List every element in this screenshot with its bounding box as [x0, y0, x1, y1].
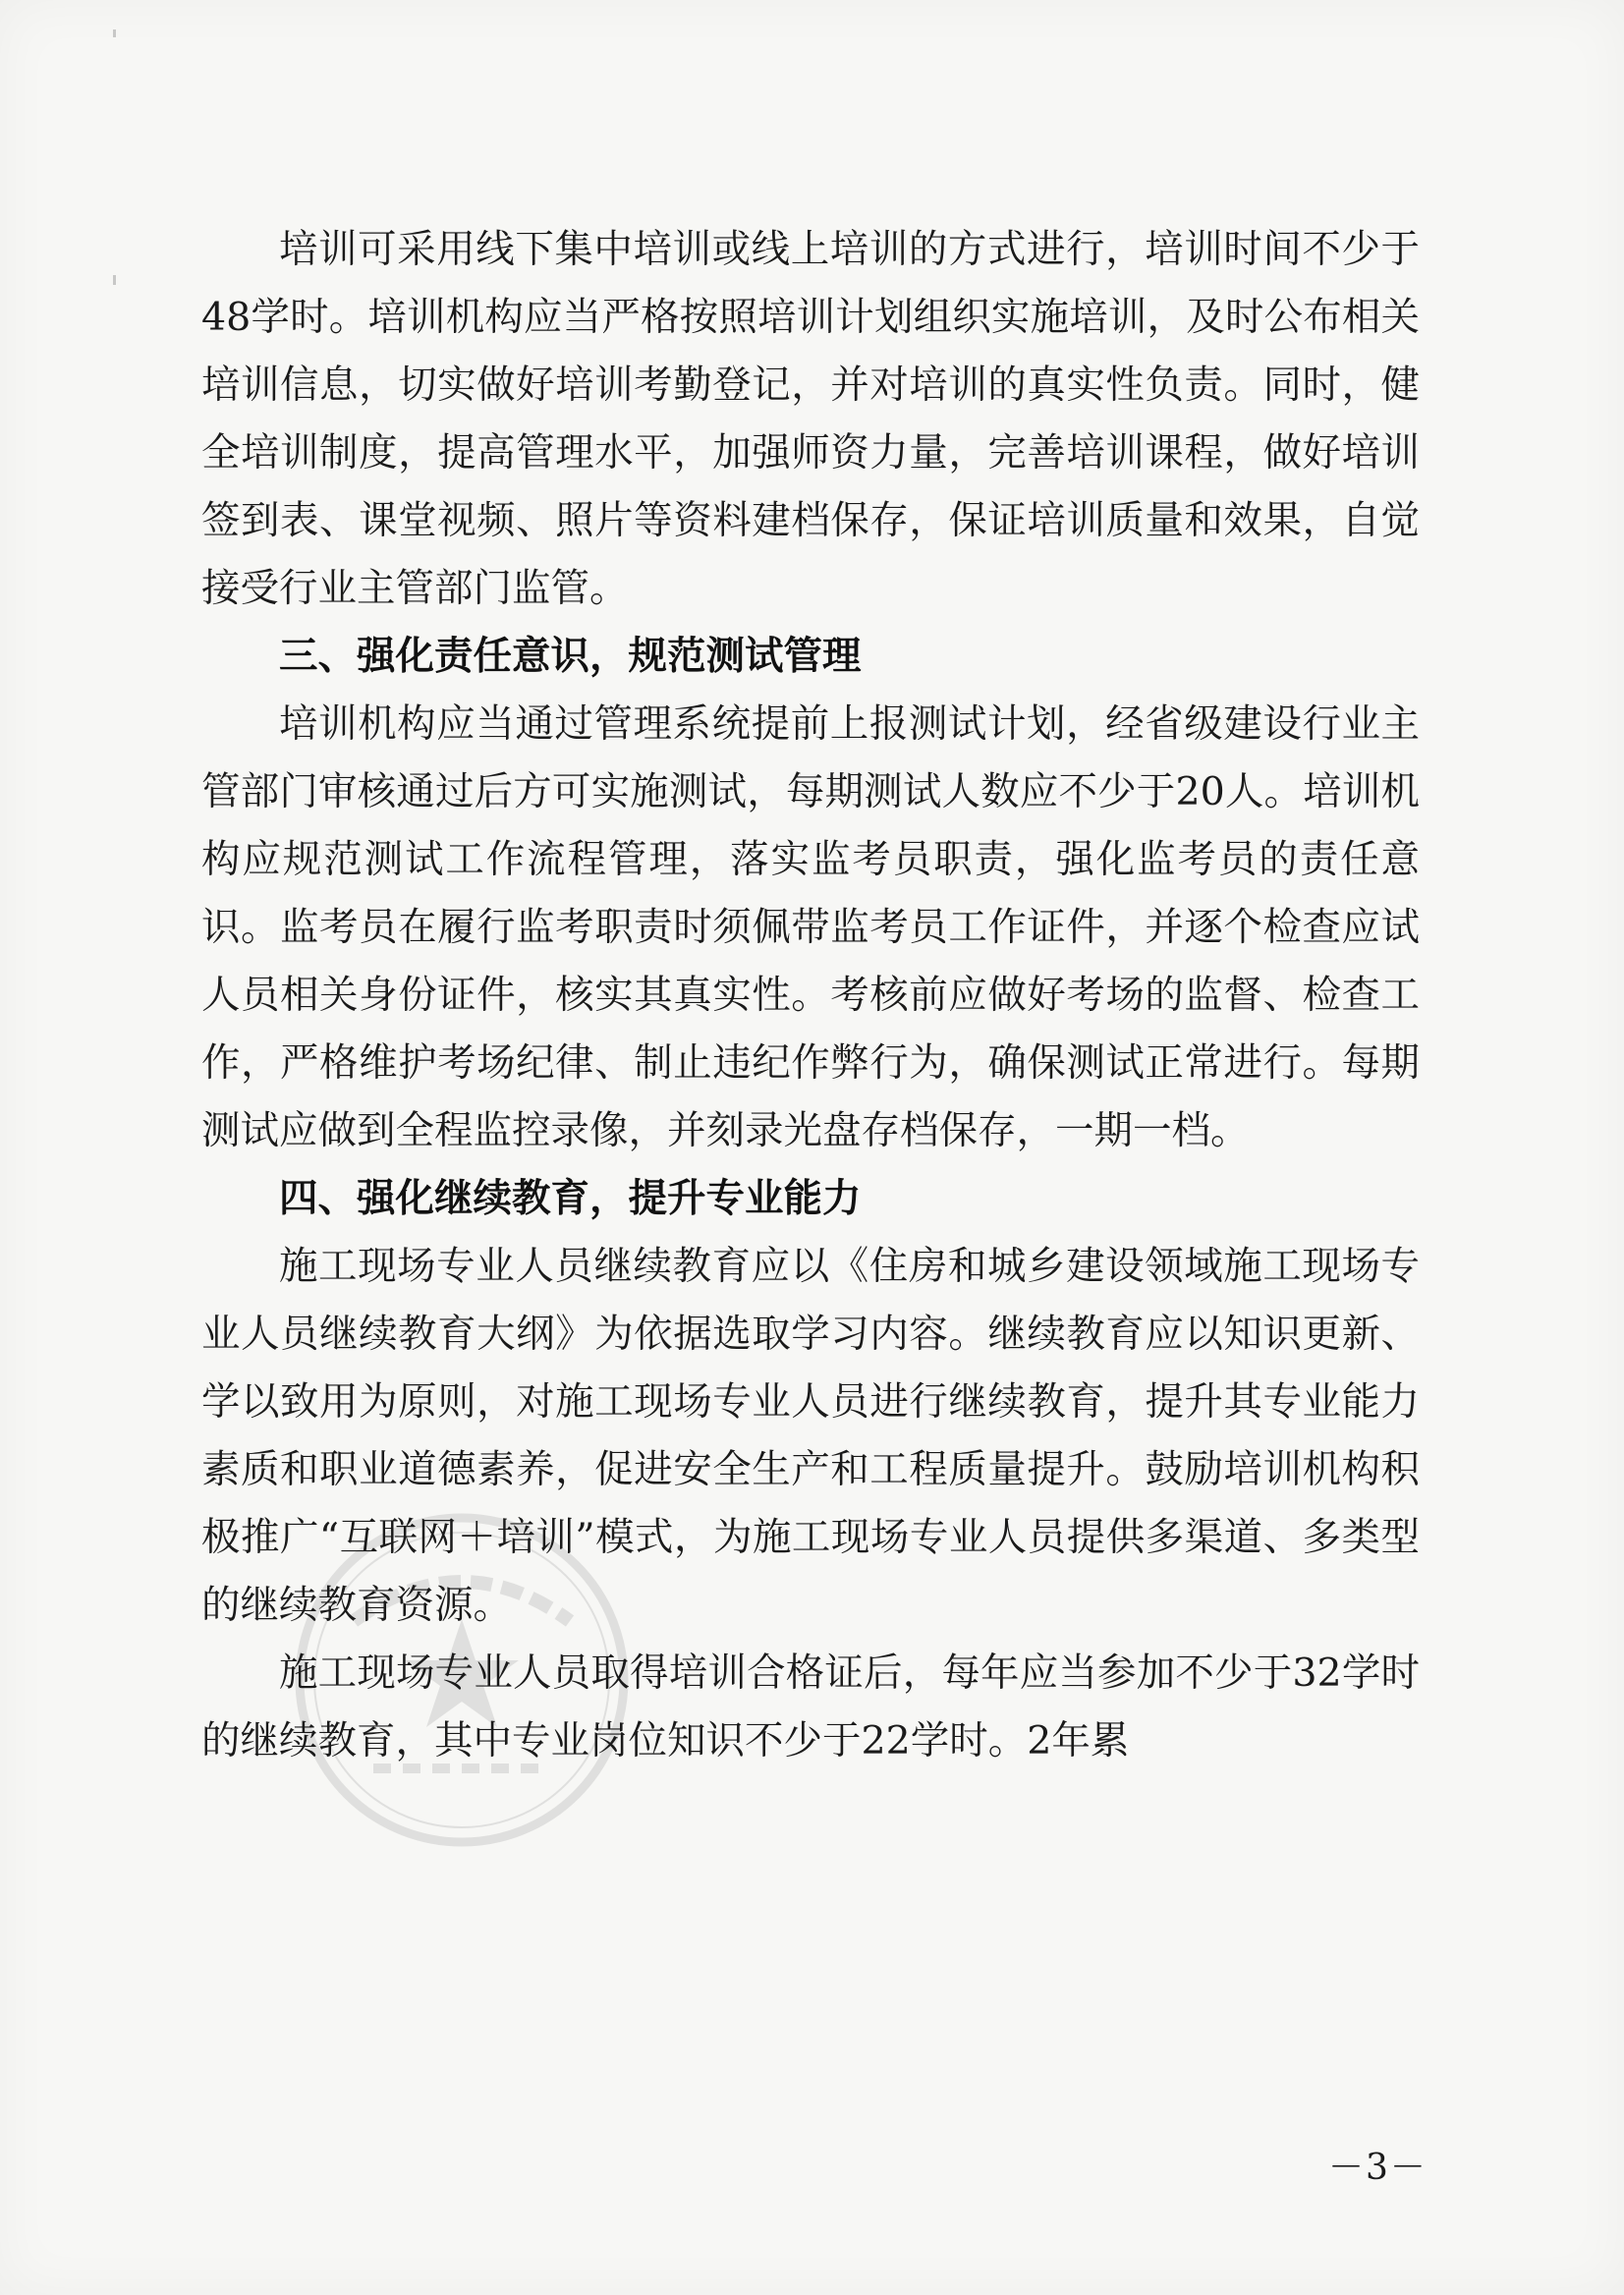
document-body — [201, 216, 1420, 1775]
heading-section-four: 四、强化继续教育，提升专业能力 — [279, 1176, 862, 1221]
paragraph-testing-management: 培训机构应当通过管理系统提前上报测试计划，经省级建设行业主管部门审核通过后方可实施测试，每期测试人数应不少于20人。培训机构应规范测试工作流程管理，落实监考员职责，强化监考员的责任意识。监考员在履行监考职责时须佩带监考员工作证件，并逐个检查应试人员相关身份证件，核实其真实性。考核前应做好考场的监督、检查工作，严格维护考场纪律、制止违纪作弊行为，确保测试正常进行。每期测试应做到全程监控录像，并刻录光盘存档保存，一期一档。 — [201, 701, 1420, 1153]
paragraph-continuing-education: 施工现场专业人员继续教育应以《住房和城乡建设领域施工现场专业人员继续教育大纲》为依据选取学习内容。继续教育应以知识更新、学以致用为原则，对施工现场专业人员进行继续教育，提升其专业能力素质和职业道德素养，促进安全生产和工程质量提升。鼓励培训机构积极推广“互联网＋培训”模式，为施工现场专业人员提供多渠道、多类型的继续教育资源。 — [201, 1244, 1420, 1628]
heading-section-three: 三、强化责任意识，规范测试管理 — [279, 634, 862, 679]
scan-mark — [113, 29, 116, 37]
paragraph-training-method: 培训可采用线下集中培训或线上培训的方式进行，培训时间不少于48学时。培训机构应当严格按照培训计划组织实施培训，及时公布相关培训信息，切实做好培训考勤登记，并对培训的真实性负责。同时，健全培训制度，提高管理水平，加强师资力量，完善培训课程，做好培训签到表、课堂视频、照片等资料建档保存，保证培训质量和效果，自觉接受行业主管部门监管。 — [201, 227, 1420, 611]
page-number: －3－ — [1328, 2148, 1428, 2188]
scan-mark — [113, 275, 116, 285]
paragraph-education-hours: 施工现场专业人员取得培训合格证后，每年应当参加不少于32学时的继续教育，其中专业岗位知识不少于22学时。2年累 — [201, 1651, 1420, 1763]
